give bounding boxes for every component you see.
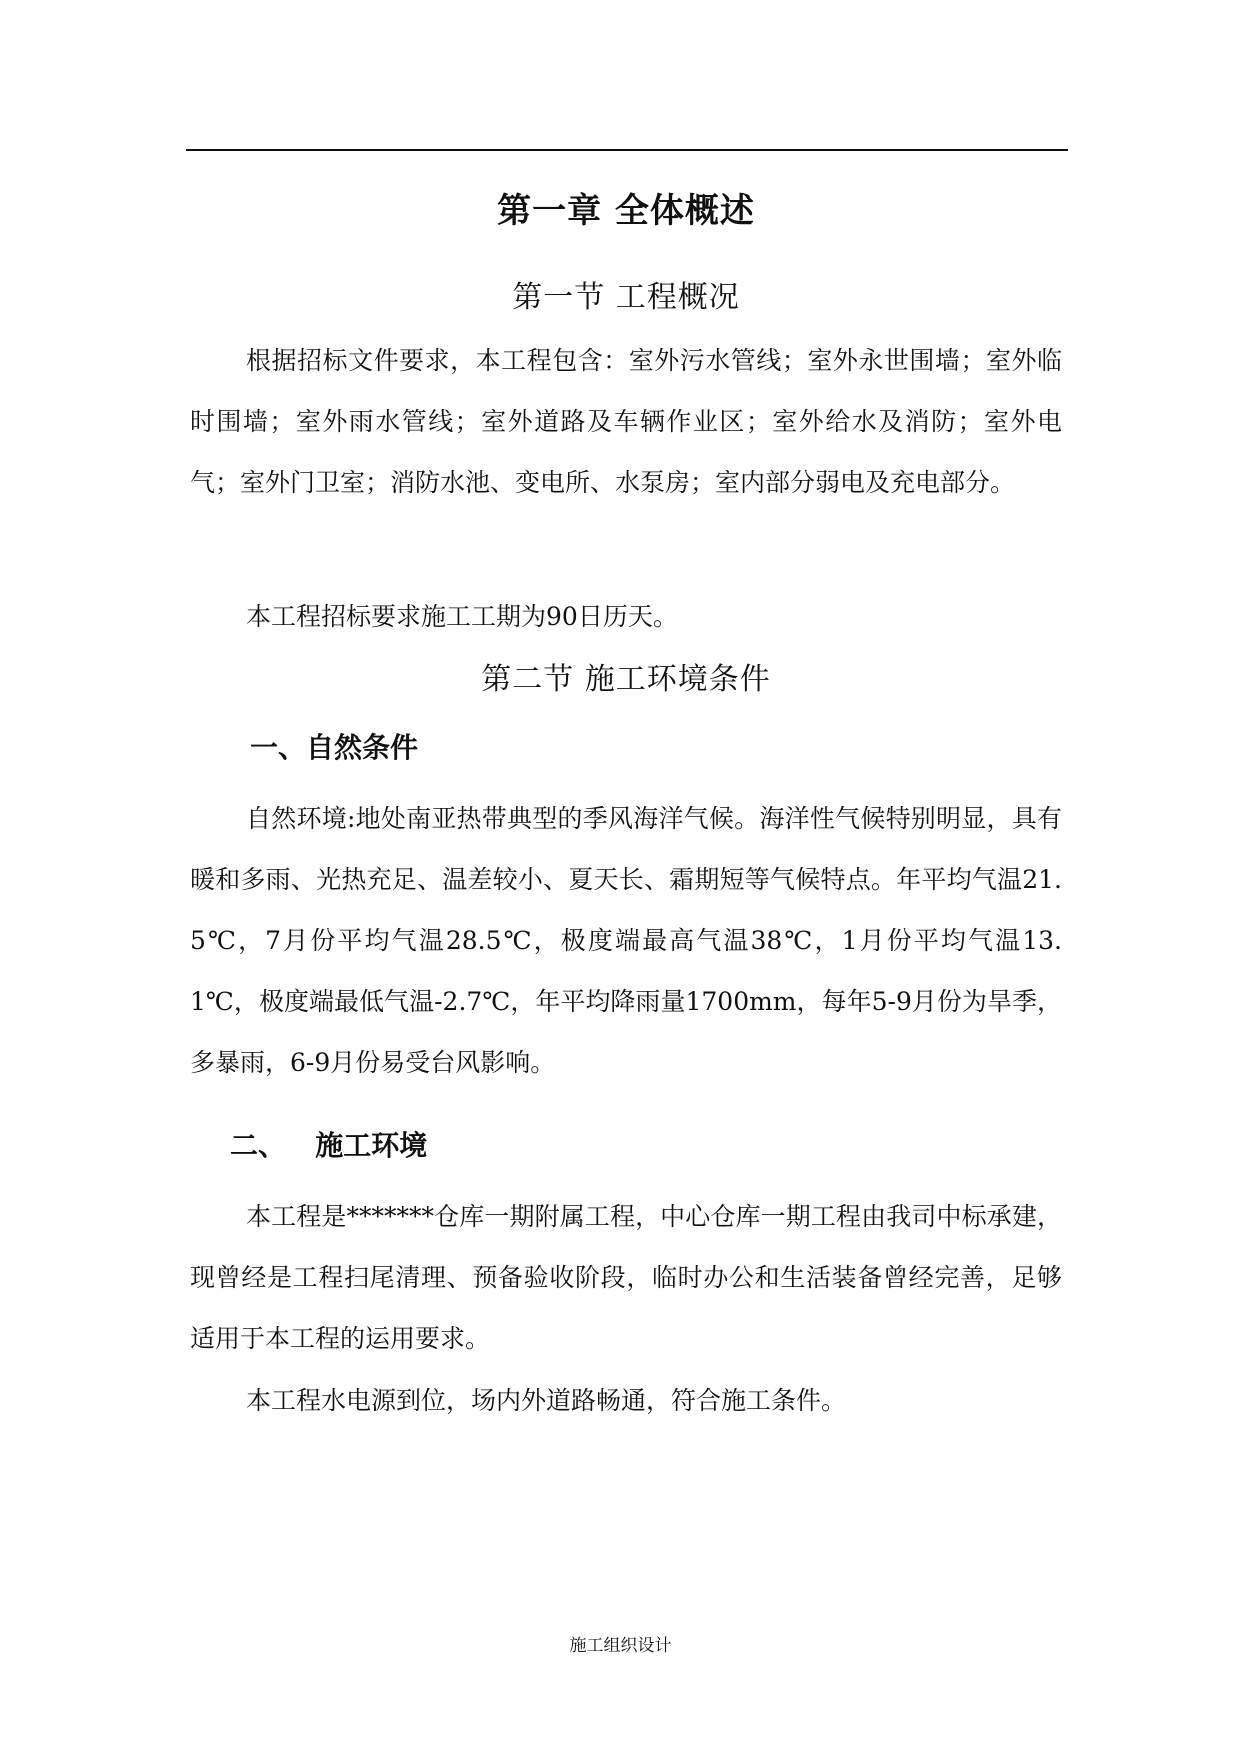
paragraph-project-scope: 根据招标文件要求，本工程包含：室外污水管线；室外永世围墙；室外临时围墙；室外雨水管线；室外道路及车辆作业区；室外给水及消防；室外电气；室外门卫室；消防水池、变电所、水泵房；室内部分弱电及充电部分。 xyxy=(190,346,1062,497)
paragraph-construction-period: 本工程招标要求施工工期为90日历天。 xyxy=(246,602,678,631)
paragraph-utilities: 本工程水电源到位，场内外道路畅通，符合施工条件。 xyxy=(246,1386,847,1415)
page-footer: 施工组织设计 xyxy=(569,1636,672,1656)
subsection-title-natural-conditions: 一、自然条件 xyxy=(250,731,419,764)
paragraph-site-status: 本工程是*******仓库一期附属工程，中心仓库一期工程由我司中标承建，现曾经是工程扫尾清理、预备验收阶段，临时办公和生活装备曾经完善，足够适用于本工程的运用要求。 xyxy=(190,1202,1062,1353)
subsection-title-construction-environment: 二、 施工环境 xyxy=(230,1129,428,1162)
section-title-1: 第一节 工程概况 xyxy=(512,280,740,315)
header-rule xyxy=(186,149,1068,151)
paragraph-natural-environment: 自然环境:地处南亚热带典型的季风海洋气候。海洋性气候特别明显，具有暖和多雨、光热充足、温差较小、夏天长、霜期短等气候特点。年平均气温21.5℃，7月份平均气温28.5℃，极度端最高气温38℃，1月份平均气温13.1℃，极度端最低气温-2.7℃，年平均降雨量1700mm，每年5-9月份为旱季，多暴雨，6-9月份易受台风影响。 xyxy=(190,804,1062,1077)
section-title-2: 第二节 施工环境条件 xyxy=(481,662,771,697)
chapter-title: 第一章 全体概述 xyxy=(497,191,755,231)
